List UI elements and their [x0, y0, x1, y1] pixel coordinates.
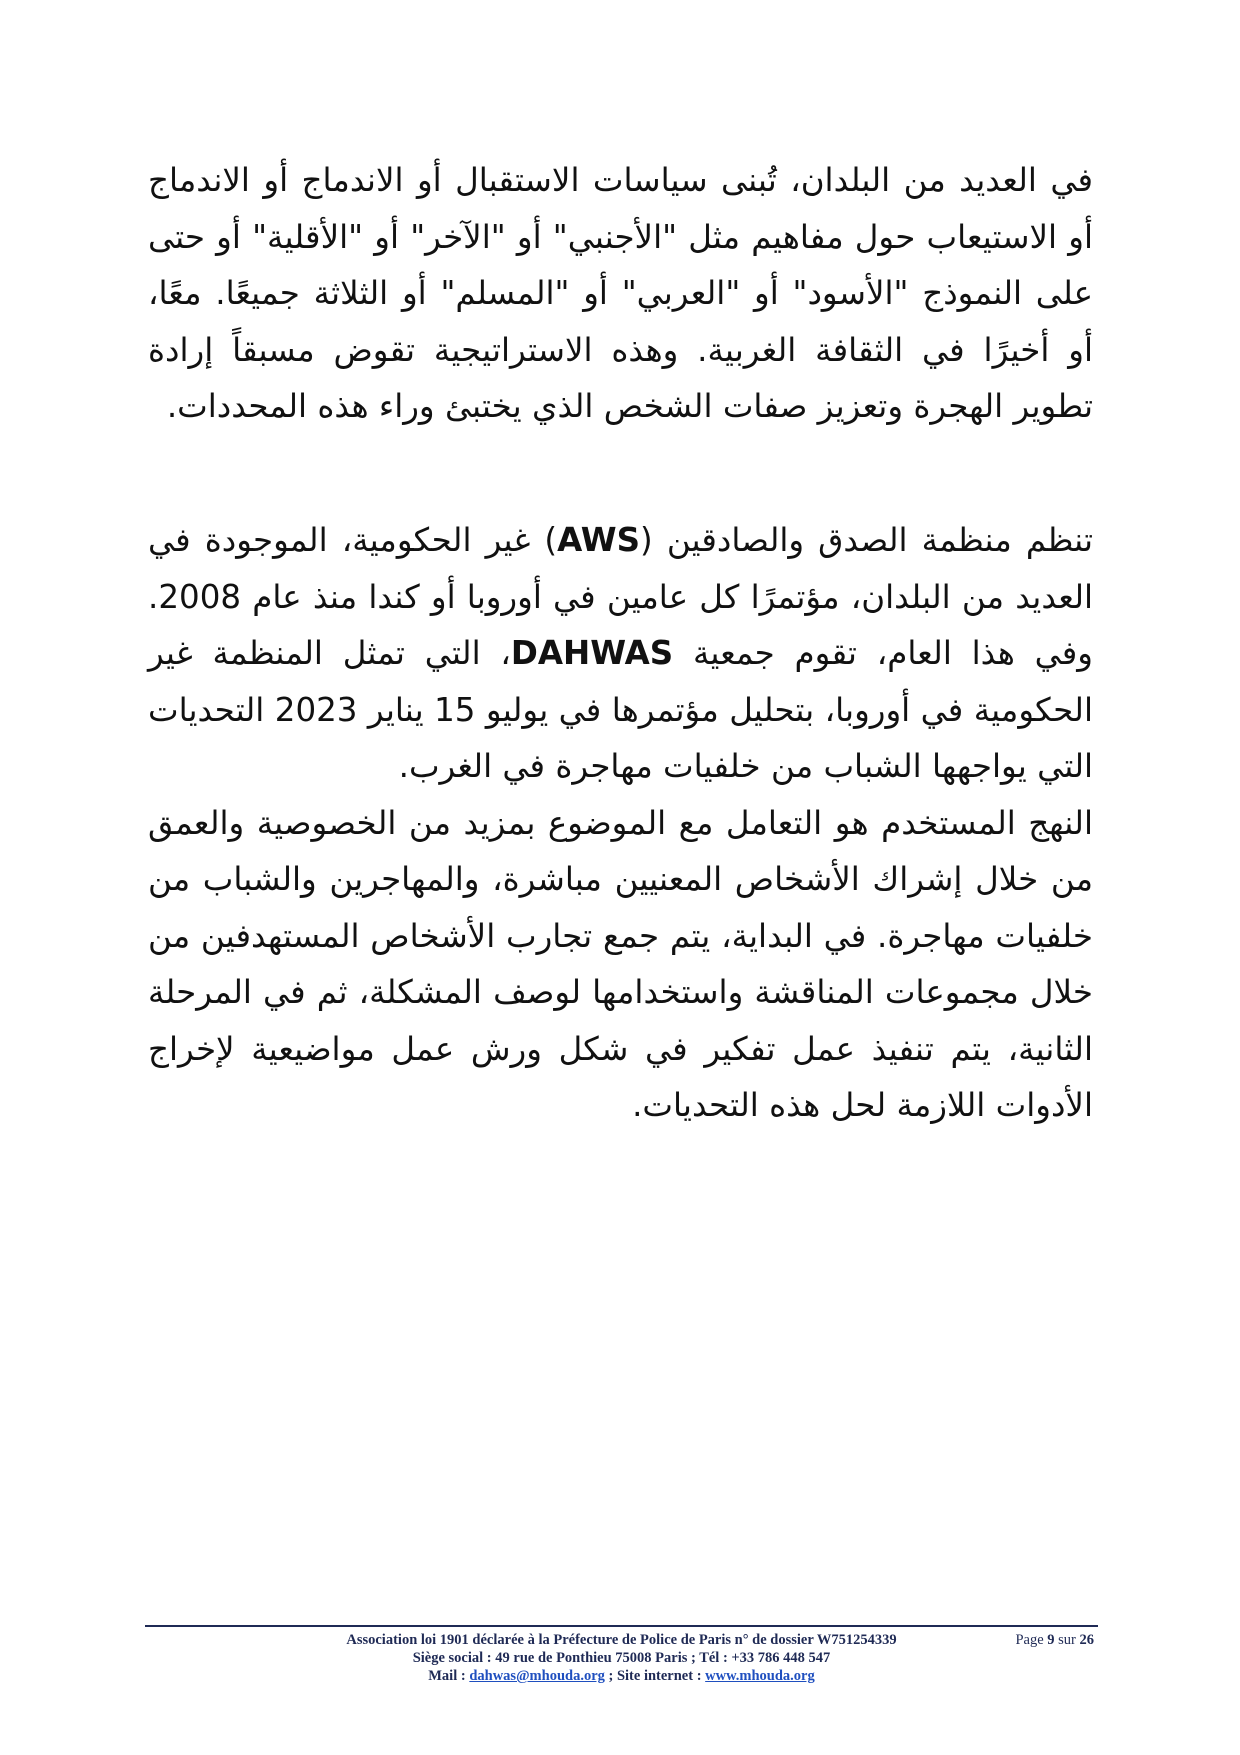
paragraph-2-part-a: تنظم منظمة الصدق والصادقين ( — [640, 521, 1093, 559]
page-separator: sur — [1058, 1632, 1076, 1648]
paragraph-2-part-c: ، التي تمثل المنظمة غير الحكومية في أوروبا، بتحليل مؤتمرها في يوليو 15 يناير 2023 التحديات التي يواجهها الشباب من خلفيات مهاجرة في الغرب. — [148, 634, 1093, 785]
paragraph-2-text — [148, 512, 1093, 795]
paragraph-1-text: في العديد من البلدان، تُبنى سياسات الاستقبال أو الاندماج أو الاندماج أو الاستيعاب حول مفاهيم مثل "الأجنبي" أو "الآخر" أو "الأقلية" أو حتى على النموذج "الأسود" أو "العربي" أو "المسلم" أو الثلاثة جميعًا. معًا، أو أخيرًا في الثقافة الغربية. وهذه الاستراتيجية تقوض مسبقاً إرادة تطوير الهجرة وتعزيز صفات الشخص الذي يختبئ وراء هذه المحددات. — [148, 161, 1093, 425]
page-number — [1015, 1631, 1094, 1649]
dahwas-name: DAHWAS — [510, 634, 674, 672]
mail-label: Mail : — [428, 1668, 466, 1684]
page-current: 9 — [1047, 1632, 1055, 1648]
paragraph-3-text: النهج المستخدم هو التعامل مع الموضوع بمزيد من الخصوصية والعمق من خلال إشراك الأشخاص المعنيين مباشرة، والمهاجرين والشباب من خلفيات مهاجرة. في البداية، يتم جمع تجارب الأشخاص المستهدفين من خلال مجموعات المناقشة واستخدامها لوصف المشكلة، ثم في المرحلة الثانية، يتم تنفيذ عمل تفكير في شكل ورش عمل مواضيعية لإخراج الأدوات اللازمة لحل هذه التحديات. — [148, 803, 1093, 1124]
page-label: Page — [1015, 1632, 1044, 1648]
paragraph-2-part-b: ) غير الحكومية، الموجودة في العديد من البلدان، مؤتمرًا كل عامين في أوروبا أو كندا منذ عام 2008. وفي هذا العام، تقوم جمعية — [148, 521, 1093, 672]
paragraph-conference — [148, 512, 1093, 1134]
paragraph-integration-policies — [148, 152, 1093, 435]
website-link[interactable]: www.mhouda.org — [705, 1668, 815, 1684]
site-label: ; Site internet : — [608, 1668, 702, 1684]
footer-divider — [145, 1625, 1098, 1627]
aws-acronym: AWS — [557, 521, 641, 559]
contact-line — [428, 1667, 814, 1685]
head-office-address: Siège social : 49 rue de Ponthieu 75008 Paris ; Tél : +33 786 448 547 — [412, 1650, 831, 1666]
footer-line-3 — [145, 1667, 1098, 1685]
email-link[interactable]: dahwas@mhouda.org — [469, 1668, 605, 1684]
footer-line-1 — [145, 1631, 1098, 1649]
page-footer — [145, 1631, 1098, 1685]
association-registration: Association loi 1901 déclarée à la Préfecture de Police de Paris n° de dossier W751254339 — [346, 1632, 897, 1648]
page-total: 26 — [1079, 1632, 1094, 1648]
footer-line-2 — [145, 1649, 1098, 1667]
